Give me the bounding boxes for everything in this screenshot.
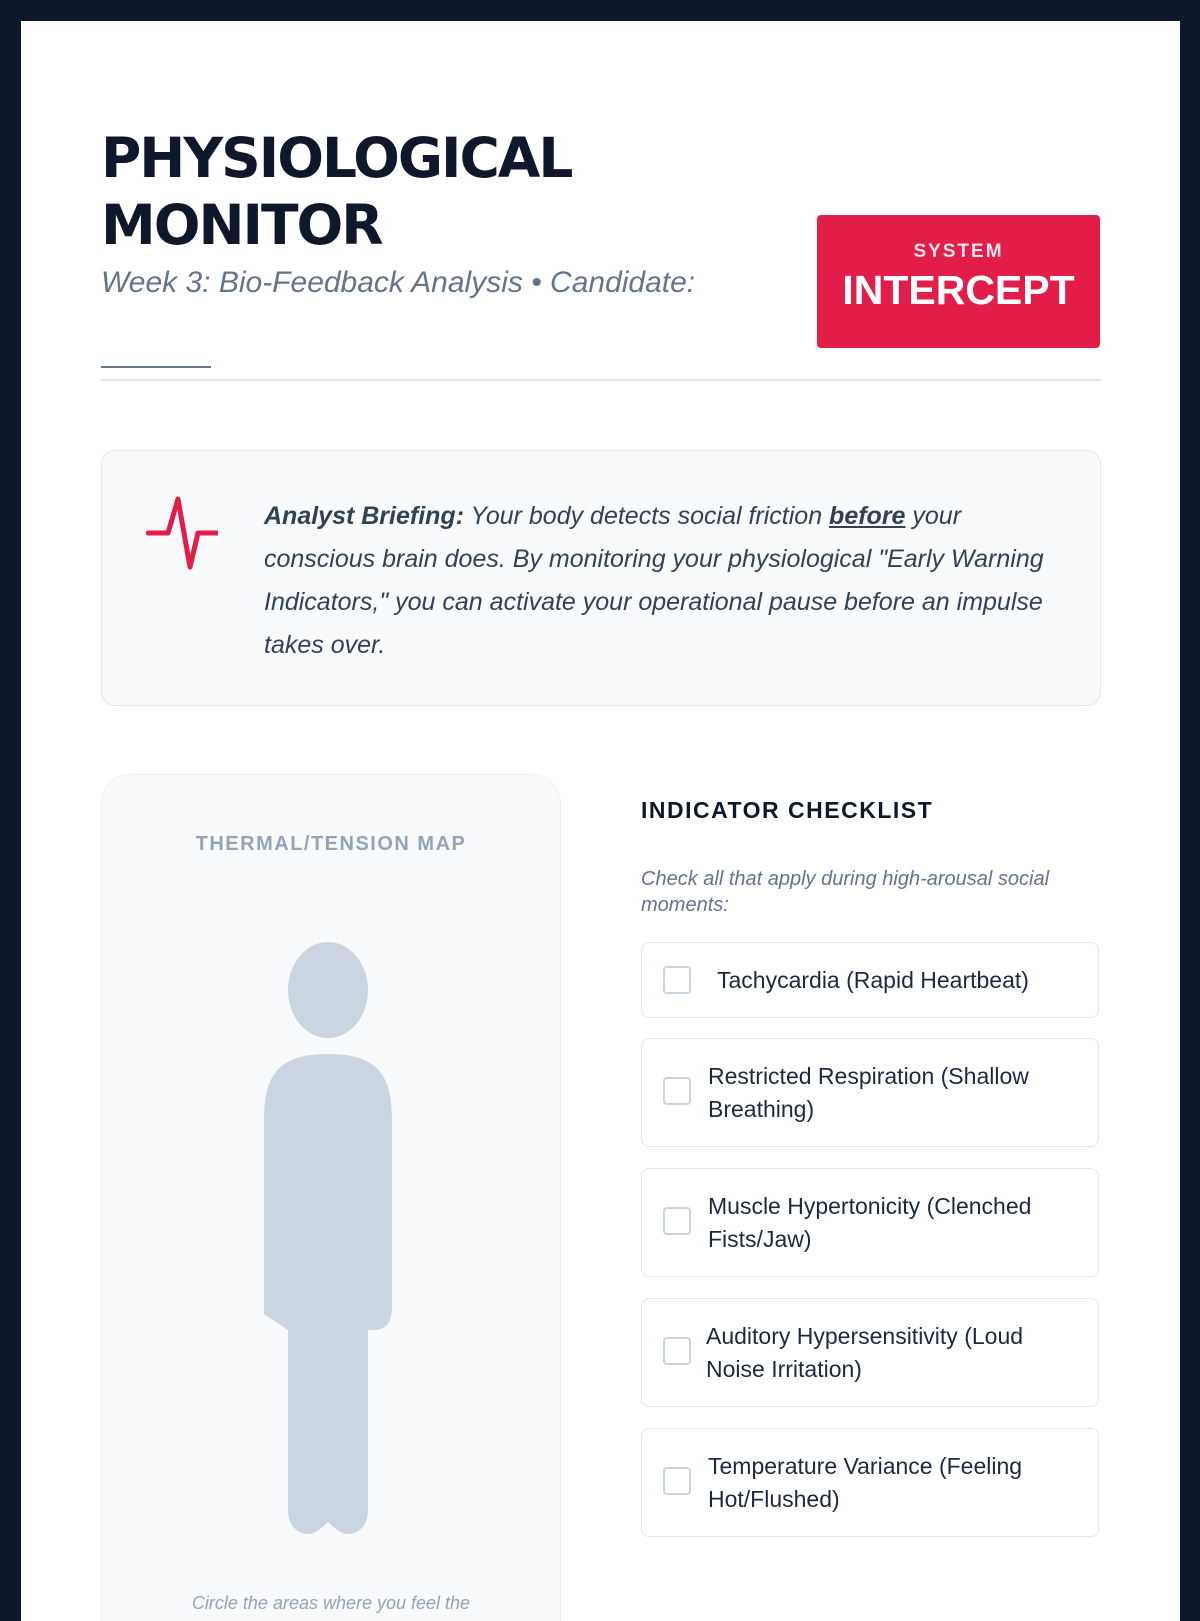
- checklist-item-temperature[interactable]: [641, 1428, 1099, 1537]
- briefing-text: [264, 495, 1064, 667]
- map-caption: Circle the areas where you feel the: [191, 1593, 471, 1613]
- page-title: PHYSIOLOGICAL MONITOR: [101, 126, 572, 257]
- checklist-item-respiration[interactable]: [641, 1038, 1099, 1147]
- checkbox[interactable]: [663, 1077, 691, 1105]
- badge-small-label: SYSTEM: [913, 241, 1004, 262]
- checkbox[interactable]: [663, 966, 691, 994]
- candidate-name-blank[interactable]: [101, 326, 211, 368]
- briefing-lead: Analyst Briefing:: [264, 502, 465, 530]
- checklist-item-label: Tachycardia (Rapid Heartbeat): [717, 967, 1029, 993]
- briefing-emphasis: before: [829, 502, 906, 530]
- badge-large-label: INTERCEPT: [842, 267, 1075, 313]
- checklist-instruction: Check all that apply during high-arousal social moments:: [641, 868, 1050, 916]
- checkbox[interactable]: [663, 1467, 691, 1495]
- briefing-text-after: your conscious brain does. By monitoring your physiological "Early Warning Indicators," you can activate your operational pause before an impulse takes over.: [264, 502, 1044, 659]
- checklist-item-label: Auditory Hypersensitivity (Loud Noise Irritation): [706, 1323, 1024, 1382]
- checklist-item-label: Temperature Variance (Feeling Hot/Flushed): [708, 1453, 1023, 1512]
- subtitle-text: Week 3: Bio-Feedback Analysis • Candidate:: [101, 266, 696, 299]
- checklist-item-muscle[interactable]: [641, 1168, 1099, 1277]
- thermal-tension-map-card: [101, 774, 561, 1621]
- page-subtitle: [101, 254, 761, 368]
- checkbox[interactable]: [663, 1337, 691, 1365]
- checklist-item-label: Restricted Respiration (Shallow Breathing): [708, 1063, 1029, 1122]
- header-divider: [101, 379, 1101, 381]
- checklist-title: INDICATOR CHECKLIST: [641, 797, 934, 823]
- worksheet-page: [21, 21, 1180, 1621]
- briefing-text-before: Your body detects social friction: [464, 502, 830, 530]
- checkbox[interactable]: [663, 1207, 691, 1235]
- heartbeat-pulse-icon: [146, 495, 218, 575]
- page-header: [101, 101, 1101, 401]
- human-silhouette-icon[interactable]: [264, 942, 394, 1542]
- analyst-briefing-box: [101, 450, 1101, 706]
- map-title: THERMAL/TENSION MAP: [195, 833, 467, 855]
- checklist-item-tachycardia[interactable]: [641, 942, 1099, 1018]
- checklist-item-auditory[interactable]: [641, 1298, 1099, 1407]
- system-intercept-badge: [817, 215, 1100, 348]
- checklist-item-label: Muscle Hypertonicity (Clenched Fists/Jaw): [708, 1193, 1032, 1252]
